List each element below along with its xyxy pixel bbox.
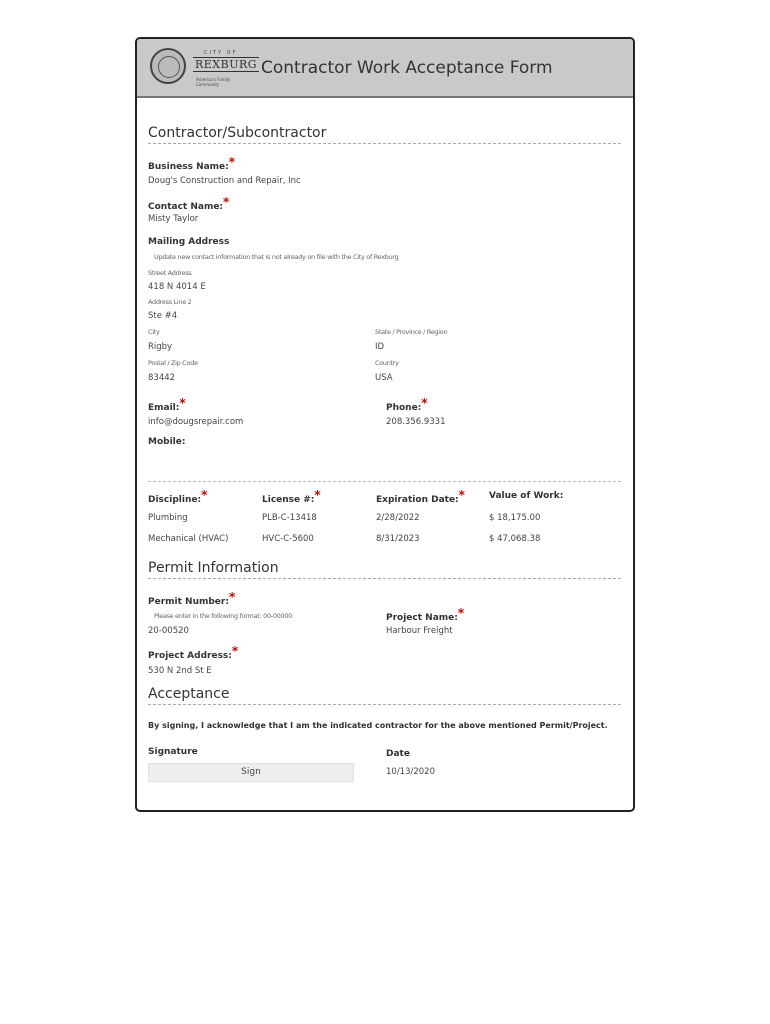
required-marker: * (421, 396, 428, 410)
project-name-label: Project Name:* (386, 606, 465, 623)
email-label: Email:* (148, 396, 186, 413)
state-field[interactable]: ID (375, 342, 385, 352)
phone-field[interactable]: 208.356.9331 (386, 417, 446, 427)
required-marker: * (457, 606, 465, 620)
country-field[interactable]: USA (375, 373, 393, 383)
work-row-value[interactable]: $ 18,175.00 (489, 513, 541, 523)
work-acceptance-form (135, 37, 635, 812)
work-row-expiration[interactable]: 8/31/2023 (376, 534, 420, 544)
logo-city-of: CITY OF (204, 50, 238, 56)
form-title: Contractor Work Acceptance Form (261, 58, 553, 78)
permit-number-hint: Please enter in the following format: 00-00000 (154, 612, 293, 620)
rexburg-logo (150, 48, 258, 88)
project-name-field[interactable]: Harbour Freight (386, 626, 453, 636)
form-header (137, 39, 633, 98)
logo-name: REXBURG (195, 58, 258, 71)
city-label: City (148, 328, 160, 336)
required-marker: * (223, 195, 230, 209)
email-field[interactable]: info@dougsrepair.com (148, 417, 244, 427)
street-address-field[interactable]: 418 N 4014 E (148, 282, 206, 292)
contact-name-field[interactable]: Misty Taylor (148, 214, 199, 224)
mobile-label: Mobile: (148, 437, 186, 447)
address-line2-field[interactable]: Ste #4 (148, 311, 178, 321)
permit-number-label: Permit Number:* (148, 590, 236, 607)
mailing-address-note: Update new contact information that is not already on file with the City of Rexburg (154, 253, 399, 261)
work-row-expiration[interactable]: 2/28/2022 (376, 513, 420, 523)
discipline-header: Discipline:* (148, 488, 208, 505)
required-marker: * (179, 396, 186, 410)
date-field[interactable]: 10/13/2020 (386, 767, 435, 777)
country-label: Country (375, 359, 399, 367)
postal-code-label: Postal / Zip Code (148, 359, 198, 367)
date-label: Date (386, 749, 410, 759)
required-marker: * (314, 488, 321, 502)
work-row-discipline[interactable]: Plumbing (148, 513, 188, 523)
work-row-license[interactable]: HVC-C-5600 (262, 534, 314, 544)
business-name-field[interactable]: Doug's Construction and Repair, Inc (148, 176, 301, 186)
permit-number-field[interactable]: 20-00520 (148, 626, 189, 636)
postal-code-field[interactable]: 83442 (148, 373, 176, 383)
acceptance-statement: By signing, I acknowledge that I am the indicated contractor for the above mentioned Permit/Project. (148, 721, 608, 730)
required-marker: * (231, 644, 239, 658)
city-field[interactable]: Rigby (148, 342, 173, 352)
business-name-label: Business Name:* (148, 155, 236, 172)
project-address-label: Project Address:* (148, 644, 239, 661)
logo-tagline: America's Family Community (196, 77, 231, 87)
permit-section-heading: Permit Information (148, 560, 621, 579)
required-marker: * (228, 590, 236, 604)
required-marker: * (458, 488, 465, 502)
contractor-section-heading: Contractor/Subcontractor (148, 125, 621, 144)
required-marker: * (201, 488, 208, 502)
city-seal-icon (150, 48, 186, 84)
expiration-header: Expiration Date:* (376, 488, 465, 505)
section-divider (148, 481, 621, 482)
street-address-label: Street Address (148, 269, 192, 277)
project-address-field[interactable]: 530 N 2nd St E (148, 666, 212, 676)
work-row-license[interactable]: PLB-C-13418 (262, 513, 317, 523)
acceptance-section-heading: Acceptance (148, 686, 621, 705)
required-marker: * (228, 155, 236, 169)
phone-label: Phone:* (386, 396, 428, 413)
mailing-address-label: Mailing Address (148, 237, 230, 247)
license-header: License #:* (262, 488, 321, 505)
work-row-discipline[interactable]: Mechanical (HVAC) (148, 534, 229, 544)
work-row-value[interactable]: $ 47,068.38 (489, 534, 541, 544)
sign-button[interactable]: Sign (148, 763, 354, 782)
address-line2-label: Address Line 2 (148, 298, 192, 306)
value-header: Value of Work: (489, 491, 564, 501)
state-label: State / Province / Region (375, 328, 448, 336)
contact-name-label: Contact Name:* (148, 195, 230, 212)
signature-label: Signature (148, 747, 198, 757)
